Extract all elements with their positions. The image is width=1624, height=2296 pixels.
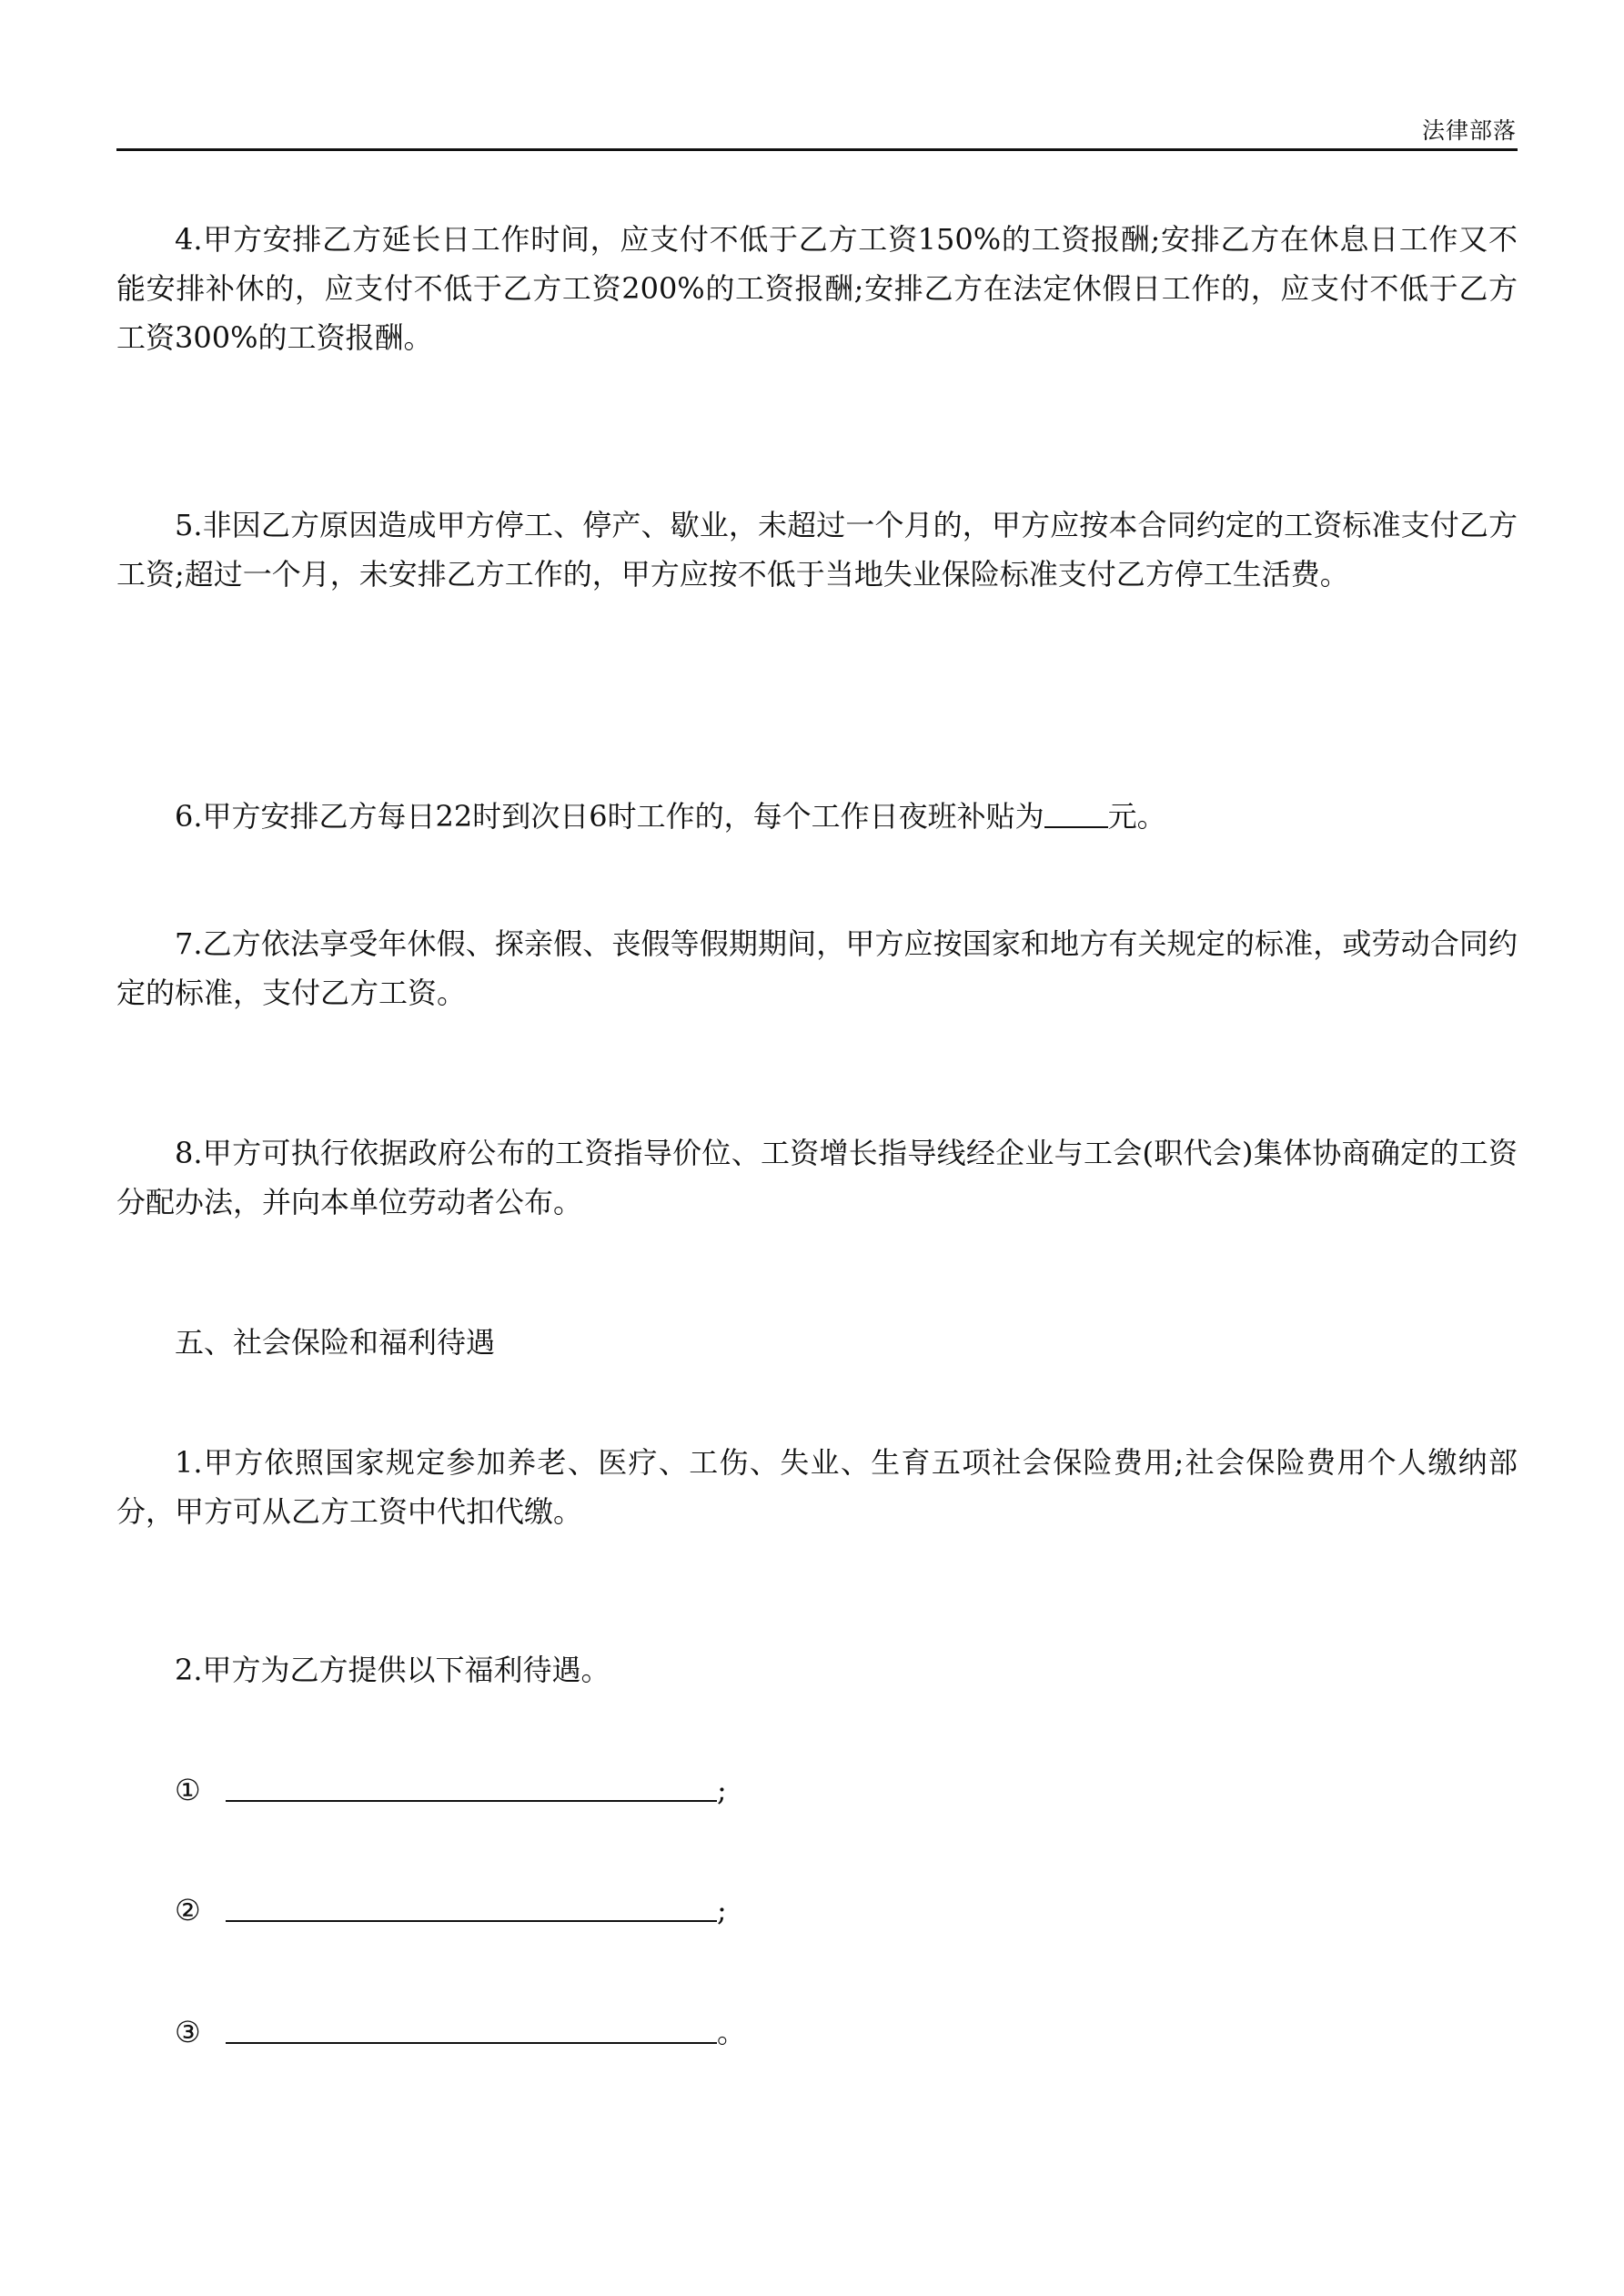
paragraph-7-text: 7.乙方依法享受年休假、探亲假、丧假等假期期间，甲方应按国家和地方有关规定的标准，或劳动合同约定的标准，支付乙方工资。	[116, 926, 1518, 1010]
welfare-item-2	[175, 1886, 727, 1935]
welfare-item-blank	[226, 1800, 717, 1802]
welfare-item-1	[175, 1765, 727, 1815]
welfare-item-marker: ②	[175, 1893, 201, 1927]
section-5-paragraph-1-text: 1.甲方依照国家规定参加养老、医疗、工伤、失业、生育五项社会保险费用;社会保险费用个人缴纳部分，甲方可从乙方工资中代扣代缴。	[116, 1445, 1518, 1529]
paragraph-5-text: 5.非因乙方原因造成甲方停工、停产、歇业，未超过一个月的，甲方应按本合同约定的工资标准支付乙方工资;超过一个月，未安排乙方工作的，甲方应按不低于当地失业保险标准支付乙方停工生活费。	[116, 508, 1518, 592]
welfare-item-blank	[226, 2042, 717, 2044]
welfare-item-end: 。	[717, 2015, 747, 2049]
paragraph-6	[116, 792, 1518, 841]
paragraph-7	[116, 919, 1518, 1017]
welfare-item-blank	[226, 1920, 717, 1922]
paragraph-6-text-before: 6.甲方安排乙方每日22时到次日6时工作的，每个工作日夜班补贴为	[175, 799, 1044, 834]
welfare-item-marker: ①	[175, 1773, 201, 1807]
header-divider	[116, 148, 1518, 151]
welfare-item-end: ;	[717, 1773, 727, 1807]
paragraph-6-text-after: 元。	[1107, 799, 1166, 834]
paragraph-4	[116, 215, 1518, 362]
paragraph-5	[116, 501, 1518, 599]
welfare-item-3	[175, 2008, 746, 2057]
paragraph-6-text	[116, 792, 1518, 841]
paragraph-4-text: 4.甲方安排乙方延长日工作时间，应支付不低于乙方工资150%的工资报酬;安排乙方在休息日工作又不能安排补休的，应支付不低于乙方工资200%的工资报酬;安排乙方在法定休假日工作的，应支付不低于乙方工资300%的工资报酬。	[116, 222, 1518, 355]
section-5-paragraph-2	[116, 1645, 1518, 1694]
paragraph-8-text: 8.甲方可执行依据政府公布的工资指导价位、工资增长指导线经企业与工会(职代会)集体协商确定的工资分配办法，并向本单位劳动者公布。	[116, 1136, 1518, 1219]
header-label: 法律部落	[1421, 117, 1517, 144]
welfare-item-end: ;	[717, 1893, 727, 1927]
night-allowance-blank	[1044, 804, 1108, 828]
section-5-title: 五、社会保险和福利待遇	[175, 1325, 496, 1360]
section-5-heading	[116, 1318, 1518, 1367]
paragraph-8	[116, 1128, 1518, 1227]
section-5-paragraph-1	[116, 1438, 1518, 1536]
section-5-paragraph-2-text: 2.甲方为乙方提供以下福利待遇。	[175, 1653, 610, 1687]
welfare-item-marker: ③	[175, 2015, 201, 2049]
